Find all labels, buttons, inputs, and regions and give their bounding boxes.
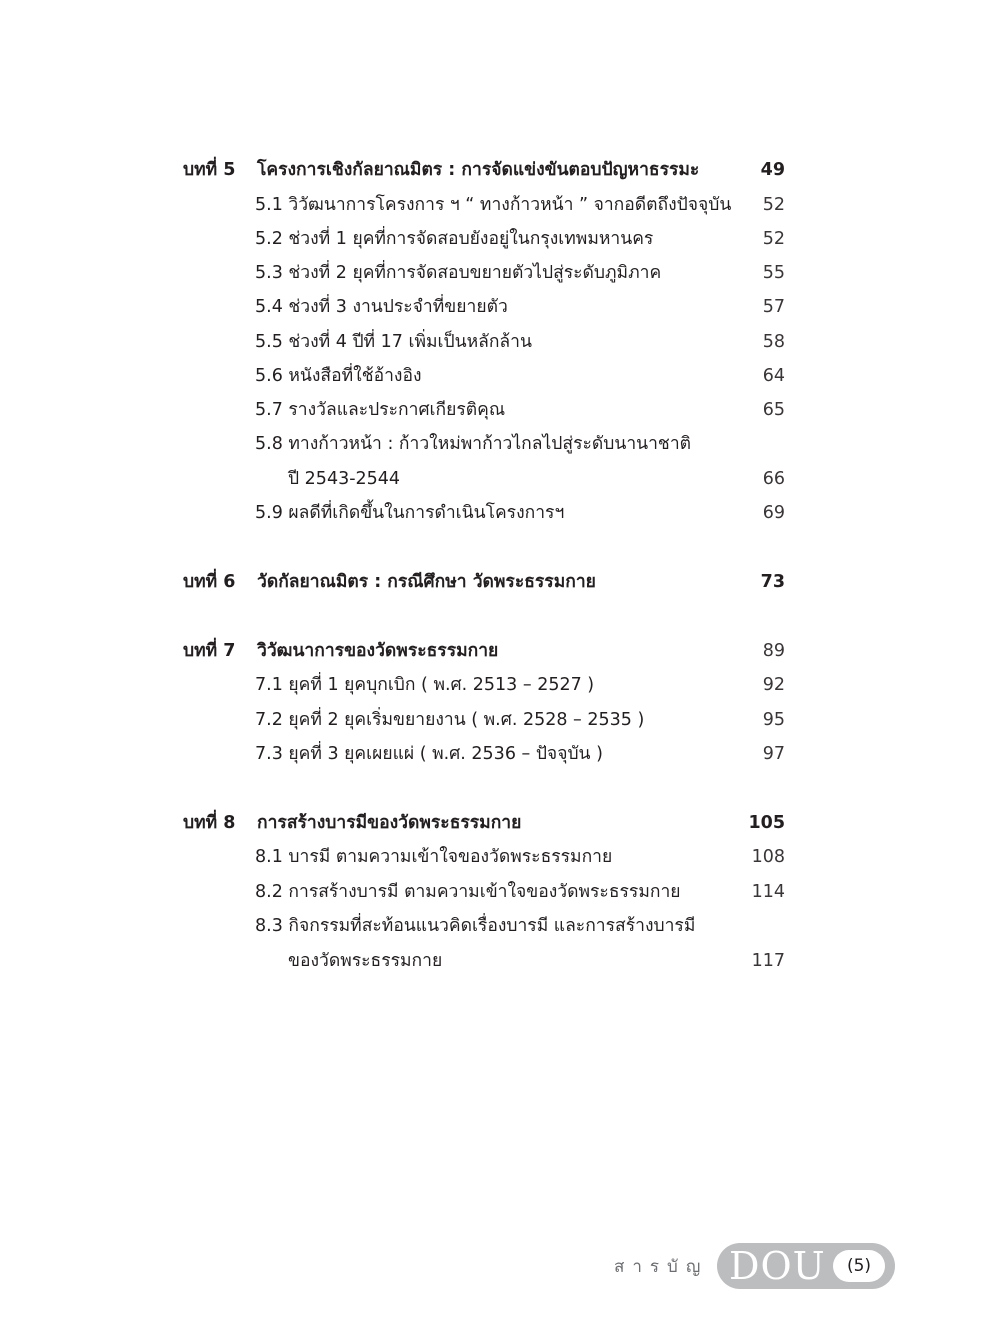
toc-item-7-2	[0, 703, 1000, 737]
toc-item-text: 5.9 ผลดีที่เกิดขึ้นในการดำเนินโครงการฯ	[255, 503, 565, 523]
toc-item-page: 57	[762, 297, 785, 317]
toc-item-7-1	[0, 668, 1000, 702]
toc-item-page: 52	[762, 229, 785, 249]
toc-item-text: 5.1 วิวัฒนาการโครงการ ฯ “ ทางก้าวหน้า ” จากอดีตถึงปัจจุบัน	[255, 195, 732, 215]
chapter-5-row	[0, 153, 1000, 187]
toc-item-text: 8.2 การสร้างบารมี ตามความเข้าใจของวัดพระธรรมกาย	[255, 882, 681, 902]
chapter-8-page: 105	[748, 813, 785, 833]
chapter-6-row	[0, 565, 1000, 599]
chapter-7-label: บทที่ 7	[183, 641, 236, 661]
chapter-6-title: วัดกัลยาณมิตร : กรณีศึกษา วัดพระธรรมกาย	[257, 572, 596, 592]
toc-item-page: 92	[762, 675, 785, 695]
page-number: (5)	[833, 1250, 885, 1282]
section-label: สารบัญ	[614, 1257, 709, 1277]
toc-item-5-6	[0, 359, 1000, 393]
toc-item-7-3	[0, 737, 1000, 771]
toc-item-5-4	[0, 290, 1000, 324]
page-footer	[0, 1243, 1000, 1291]
chapter-8-row	[0, 806, 1000, 840]
toc-item-8-2	[0, 875, 1000, 909]
dou-logo: DOU	[729, 1244, 826, 1288]
toc-item-page: 58	[762, 332, 785, 352]
toc-item-page: 95	[762, 710, 785, 730]
chapter-7-page: 89	[762, 641, 785, 661]
toc-item-text: 5.3 ช่วงที่ 2 ยุคที่การจัดสอบขยายตัวไปสู่ระดับภูมิภาค	[255, 263, 662, 283]
toc-item-5-7	[0, 393, 1000, 427]
toc-item-text: 5.2 ช่วงที่ 1 ยุคที่การจัดสอบยังอยู่ในกรุงเทพมหานคร	[255, 229, 654, 249]
chapter-5-title: โครงการเชิงกัลยาณมิตร : การจัดแข่งขันตอบปัญหาธรรมะ	[257, 160, 700, 180]
toc-item-page: 108	[751, 847, 785, 867]
chapter-5-label: บทที่ 5	[183, 160, 236, 180]
toc-item-page: 97	[762, 744, 785, 764]
toc-item-text: 8.3 กิจกรรมที่สะท้อนแนวคิดเรื่องบารมี และการสร้างบารมี	[255, 916, 696, 936]
chapter-6-page: 73	[760, 572, 785, 592]
toc-item-8-3-continued	[0, 944, 1000, 978]
toc-item-8-3	[0, 909, 1000, 943]
toc-item-page: 65	[762, 400, 785, 420]
toc-item-page: 114	[751, 882, 785, 902]
chapter-5-page: 49	[760, 160, 785, 180]
toc-item-text: 5.6 หนังสือที่ใช้อ้างอิง	[255, 366, 422, 386]
chapter-8-label: บทที่ 8	[183, 813, 236, 833]
chapter-7-row	[0, 634, 1000, 668]
toc-item-text: 5.7 รางวัลและประกาศเกียรติคุณ	[255, 400, 506, 420]
toc-item-page: 69	[762, 503, 785, 523]
toc-item-text: 7.3 ยุคที่ 3 ยุคเผยแผ่ ( พ.ศ. 2536 – ปัจจุบัน )	[255, 744, 603, 764]
toc-item-text: 7.2 ยุคที่ 2 ยุคเริ่มขยายงาน ( พ.ศ. 2528 – 2535 )	[255, 710, 645, 730]
page-badge	[717, 1243, 895, 1289]
toc-item-page: 64	[762, 366, 785, 386]
toc-item-text-continued: ปี 2543-2544	[288, 469, 401, 489]
toc-item-5-3	[0, 256, 1000, 290]
toc-item-5-8-continued	[0, 462, 1000, 496]
toc-item-page: 66	[762, 469, 785, 489]
toc-item-page: 55	[762, 263, 785, 283]
toc-item-5-9	[0, 496, 1000, 530]
chapter-8-title: การสร้างบารมีของวัดพระธรรมกาย	[257, 813, 522, 833]
toc-item-5-8	[0, 427, 1000, 461]
toc-item-8-1	[0, 840, 1000, 874]
toc-item-text: 5.8 ทางก้าวหน้า : ก้าวใหม่พาก้าวไกลไปสู่ระดับนานาชาติ	[255, 434, 692, 454]
toc-item-5-5	[0, 325, 1000, 359]
chapter-6-label: บทที่ 6	[183, 572, 236, 592]
toc-item-text: 5.5 ช่วงที่ 4 ปีที่ 17 เพิ่มเป็นหลักล้าน	[255, 332, 532, 352]
toc-item-text: 7.1 ยุคที่ 1 ยุคบุกเบิก ( พ.ศ. 2513 – 2527 )	[255, 675, 595, 695]
toc-item-text: 5.4 ช่วงที่ 3 งานประจำที่ขยายตัว	[255, 297, 508, 317]
toc-item-5-2	[0, 222, 1000, 256]
chapter-7-title: วิวัฒนาการของวัดพระธรรมกาย	[257, 641, 499, 661]
toc-item-page: 52	[762, 195, 785, 215]
toc-item-text-continued: ของวัดพระธรรมกาย	[288, 951, 443, 971]
toc-item-text: 8.1 บารมี ตามความเข้าใจของวัดพระธรรมกาย	[255, 847, 613, 867]
toc-item-page: 117	[751, 951, 785, 971]
toc-item-5-1	[0, 188, 1000, 222]
